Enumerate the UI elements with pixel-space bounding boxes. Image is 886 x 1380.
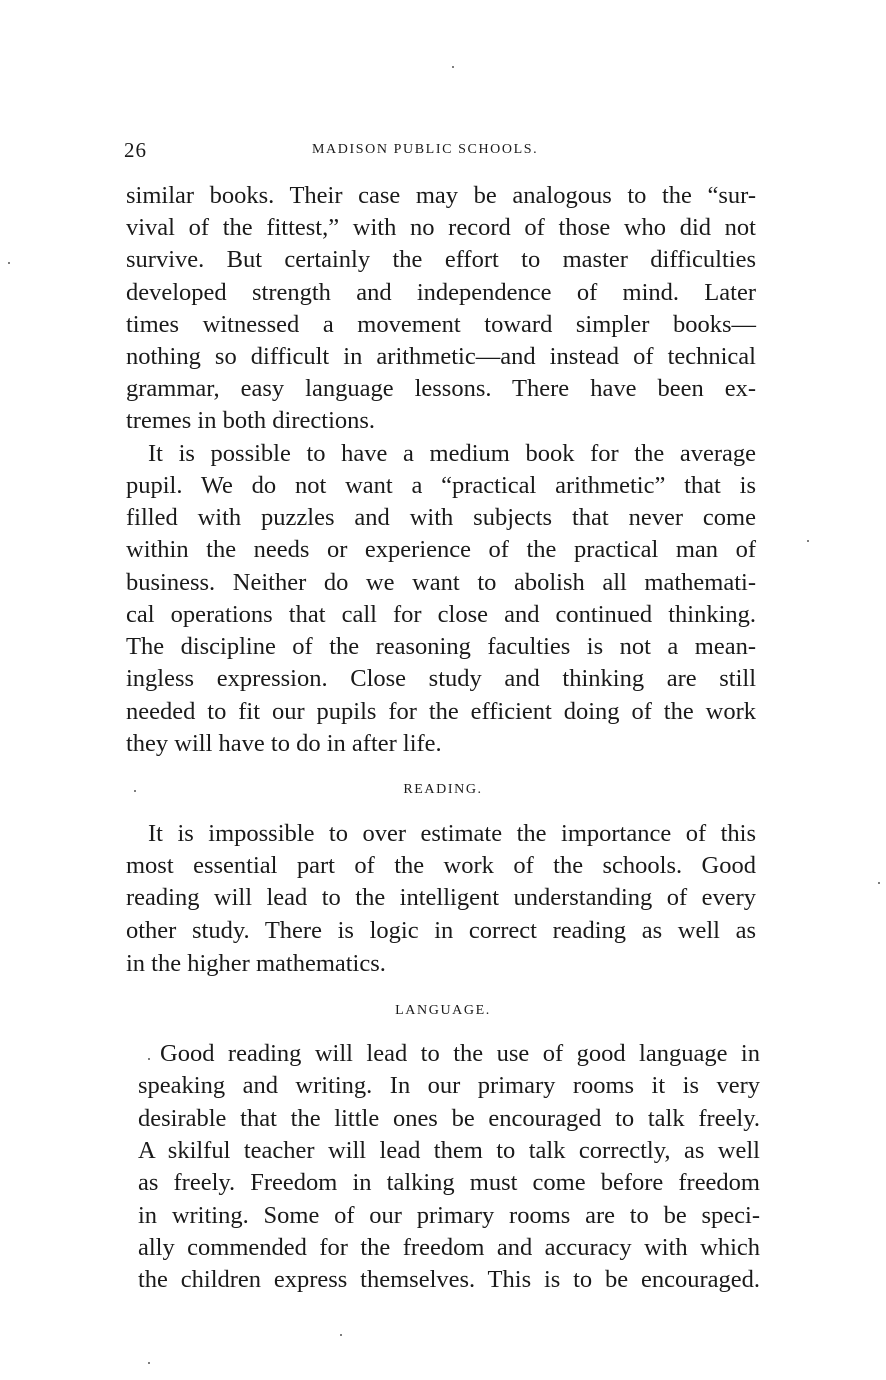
text-line: most essential part of the work of the schools. Good: [126, 852, 756, 879]
text-line: ally commended for the freedom and accuracy with which: [138, 1234, 760, 1261]
text-line: Good reading will lead to the use of good language in: [160, 1040, 760, 1067]
scan-speck: [148, 1362, 150, 1364]
text-line: It is possible to have a medium book for the average: [148, 440, 756, 467]
text-line: times witnessed a movement toward simpler books—: [126, 311, 756, 338]
scan-speck: [807, 540, 809, 542]
text-line: ingless expression. Close study and thinking are still: [126, 665, 756, 692]
scan-speck: [452, 66, 454, 68]
scan-speck: [340, 1334, 342, 1336]
text-line: the children express themselves. This is to be encouraged.: [138, 1266, 760, 1293]
text-line: grammar, easy language lessons. There have been ex-: [126, 375, 756, 402]
text-line: It is impossible to over estimate the importance of this: [148, 820, 756, 847]
text-line: within the needs or experience of the practical man of: [126, 536, 756, 563]
scan-speck: [8, 262, 10, 264]
text-line: desirable that the little ones be encouraged to talk freely.: [138, 1105, 760, 1132]
text-line: developed strength and independence of mind. Later: [126, 279, 756, 306]
text-line: speaking and writing. In our primary rooms it is very: [138, 1072, 760, 1099]
text-line: similar books. Their case may be analogous to the “sur-: [126, 182, 756, 209]
text-line: in the higher mathematics.: [126, 950, 386, 977]
text-line: other study. There is logic in correct reading as well as: [126, 917, 756, 944]
text-line: A skilful teacher will lead them to talk correctly, as well: [138, 1137, 760, 1164]
running-title: MADISON PUBLIC SCHOOLS.: [312, 142, 539, 157]
text-line: cal operations that call for close and continued thinking.: [126, 601, 756, 628]
scan-speck: [148, 1058, 150, 1060]
running-head: [124, 138, 764, 166]
text-line: in writing. Some of our primary rooms are to be speci-: [138, 1202, 760, 1229]
text-line: The discipline of the reasoning faculties is not a mean-: [126, 633, 756, 660]
section-heading-reading: READING.: [403, 782, 483, 797]
scan-speck: [134, 790, 136, 792]
text-line: vival of the fittest,” with no record of those who did not: [126, 214, 756, 241]
section-heading-language: LANGUAGE.: [395, 1003, 491, 1018]
text-line: survive. But certainly the effort to master difficulties: [126, 246, 756, 273]
text-line: filled with puzzles and with subjects that never come: [126, 504, 756, 531]
text-line: business. Neither do we want to abolish all mathemati-: [126, 569, 756, 596]
text-line: needed to fit our pupils for the efficient doing of the work: [126, 698, 756, 725]
page-number: 26: [124, 138, 147, 162]
text-line: as freely. Freedom in talking must come before freedom: [138, 1169, 760, 1196]
scan-speck: [878, 882, 880, 884]
text-line: tremes in both directions.: [126, 407, 376, 434]
text-line: reading will lead to the intelligent understanding of every: [126, 884, 756, 911]
text-line: nothing so difficult in arithmetic—and instead of technical: [126, 343, 756, 370]
text-line: they will have to do in after life.: [126, 730, 442, 757]
text-line: pupil. We do not want a “practical arithmetic” that is: [126, 472, 756, 499]
